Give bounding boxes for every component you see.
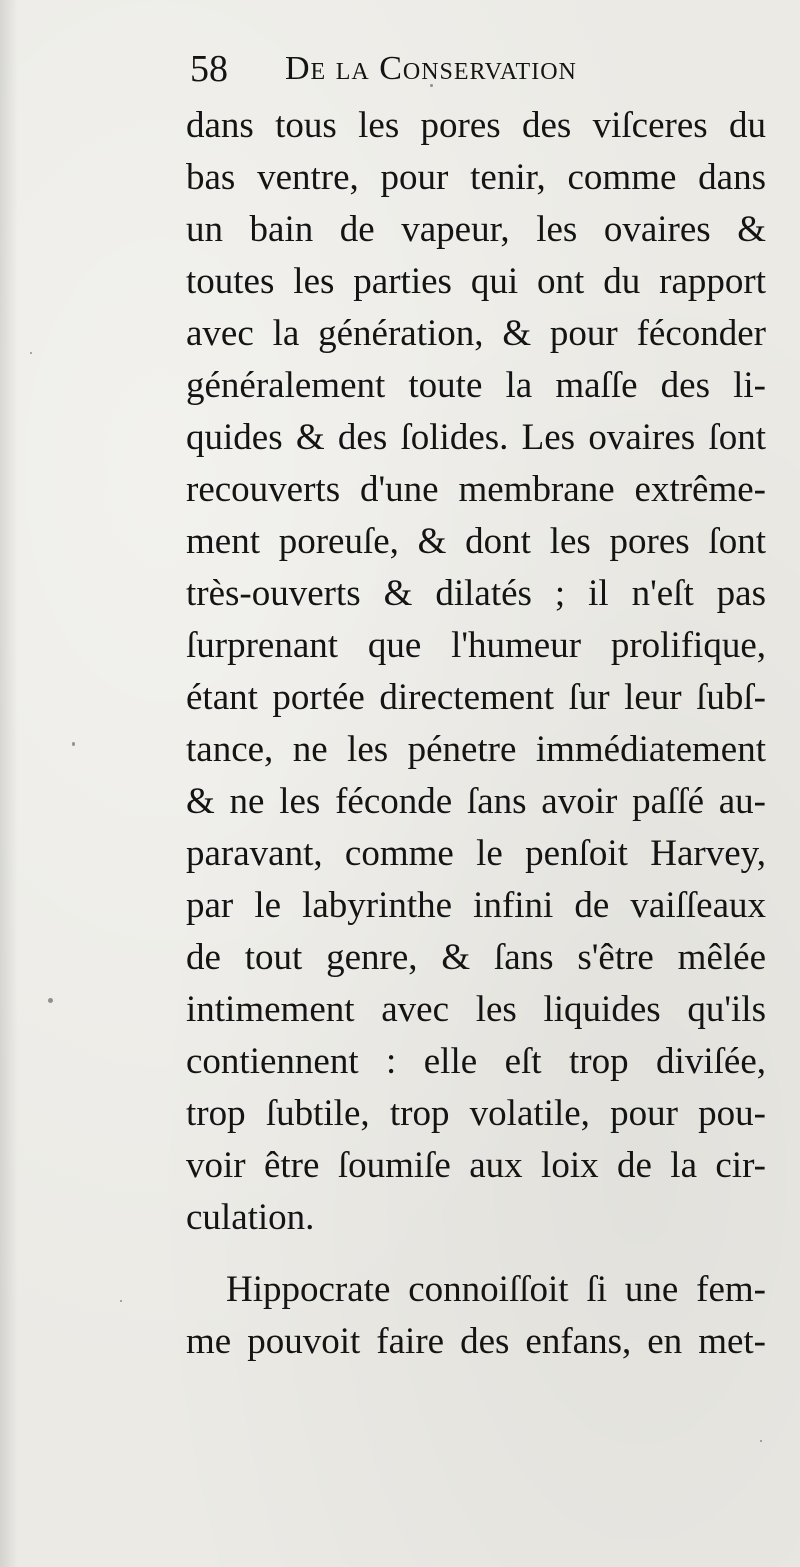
- text-line: paravant, comme le penſoit Harvey,: [186, 833, 766, 874]
- paragraph-2: [186, 1264, 766, 1368]
- text-line: étant portée directement ſur leur ſubſ-: [186, 677, 766, 718]
- text-line: intimement avec les liquides qu'ils: [186, 989, 766, 1030]
- text-line: de tout genre, & ſans s'être mêlée: [186, 937, 766, 978]
- text-line: dans tous les pores des viſceres du: [186, 105, 766, 146]
- text-line: culation.: [186, 1197, 315, 1238]
- text-line: par le labyrinthe infini de vaiſſeaux: [186, 885, 766, 926]
- page-gutter-shadow: [0, 0, 18, 1567]
- text-line: quides & des ſolides. Les ovaires ſont: [186, 417, 766, 458]
- running-head: De la Conservation: [285, 50, 577, 87]
- text-line: recouverts d'une membrane extrême-: [186, 469, 766, 510]
- paper-speck: [760, 1440, 762, 1442]
- body-text: [186, 100, 766, 1368]
- text-line: ment poreuſe, & dont les pores ſont: [186, 521, 766, 562]
- text-line: voir être ſoumiſe aux loix de la cir-: [186, 1145, 766, 1186]
- paper-speck: [48, 998, 53, 1003]
- text-line: ſurprenant que l'humeur prolifique,: [186, 625, 766, 666]
- text-line: généralement toute la maſſe des li-: [186, 365, 766, 406]
- paper-speck: [72, 742, 75, 746]
- text-line: très-ouverts & dilatés ; il n'eſt pas: [186, 573, 766, 614]
- text-line: Hippocrate connoiſſoit ſi une fem-: [226, 1269, 766, 1310]
- text-line: me pouvoit faire des enfans, en met-: [186, 1321, 766, 1362]
- paper-speck: [430, 84, 433, 87]
- text-line: & ne les féconde ſans avoir paſſé au-: [186, 781, 766, 822]
- paragraph-gap: [186, 1244, 766, 1264]
- text-line: contiennent : elle eſt trop diviſée,: [186, 1041, 766, 1082]
- text-line: tance, ne les pénetre immédiatement: [186, 729, 766, 770]
- page-header: [190, 44, 750, 94]
- paper-speck: [120, 1300, 122, 1302]
- text-line: trop ſubtile, trop volatile, pour pou-: [186, 1093, 766, 1134]
- paragraph-1: [186, 100, 766, 1244]
- text-line: toutes les parties qui ont du rapport: [186, 261, 766, 302]
- text-line: avec la génération, & pour féconder: [186, 313, 766, 354]
- text-line: bas ventre, pour tenir, comme dans: [186, 157, 766, 198]
- paper-speck: [30, 352, 32, 354]
- page-number: 58: [190, 48, 228, 90]
- text-line: un bain de vapeur, les ovaires &: [186, 209, 766, 250]
